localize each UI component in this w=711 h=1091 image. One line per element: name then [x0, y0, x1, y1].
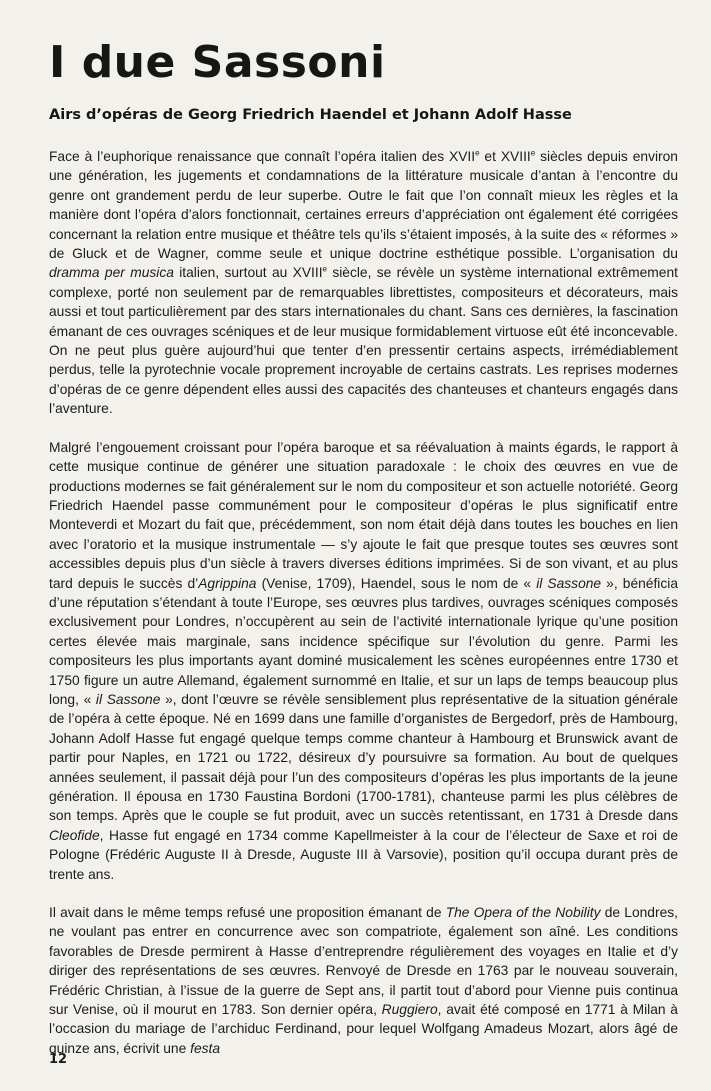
text-run: siècle, se révèle un système international extrêmement complexe, porté non seulement par de remarquables librettistes, compositeurs et décorateurs, mais aussi et tout particulièrement par des stars internationales du chant. Sans ces dernières, la fascination émanant de ces ouvrages scéniques et de leur musique formidablement virtuose eût été inconcevable. On ne peut plus guère aujourd’hui que tenter d’en pressentir certains aspects, irrémédiablement perdus, telle la pyrotechnie vocale proprement incroyable de certains castrats. Les reprises modernes d’opéras de ce genre dépendent elles aussi des capacités des chanteuses et chanteurs engagés dans l’aventure.	[49, 265, 678, 417]
italic-text: dramma per musica	[49, 265, 174, 281]
italic-text: il Sassone	[95, 691, 161, 707]
text-run: », bénéficia d’une réputation s’étendant à toute l’Europe, ses œuvres plus tardives, ouvrages scéniques composés exclusivement pour Londres, n’occupèrent au sein de l’activité internationale lyrique qu’une position certes élevée mais marginale, sans incidence spécifique sur l’évolution du genre. Parmi les compositeurs les plus importants ayant dominé musicalement les scènes européennes entre 1730 et 1750 figure un autre Allemand, également surnommé en Italie, et sur un laps de temps beaucoup plus long, «	[49, 575, 678, 707]
page-number: 12	[49, 1052, 68, 1067]
text-run: siècles depuis environ une génération, les jugements et condamnations de la littérature musicale d’antan à l’encontre du genre ont grandement perdu de leur superbe. Outre le fait que l’on connaît mieux les règles et la manière dont l’opéra d’alors fonctionnait, certaines erreurs d’appréciation ont également été corrigées concernant la relation entre musique et théâtre tels qu’ils s’étaient imposés, à la suite des « réformes » de Gluck et de Wagner, comme seule et unique doctrine esthétique possible. L’organisation du	[49, 149, 678, 262]
text-run: Malgré l’engouement croissant pour l’opéra baroque et sa réévaluation à maints égards, le rapport à cette musique continue de générer une situation paradoxale : le choix des œuvres en vue de productions modernes se fait généralement sur le nom du compositeur et son actuelle notoriété. Georg Friedrich Haendel passe communément pour le compositeur d’opéras le plus significatif entre Monteverdi et Mozart du fait que, précédemment, son nom était déjà dans toutes les bouches en lien avec l’oratorio et la musique instrumentale — s’y ajoute le fait que presque toutes ses œuvres sont accessibles depuis plus d’un siècle à travers diverses éditions imprimées. Si de son vivant, et au plus tard depuis le succès d’	[49, 439, 678, 591]
text-run: , avait été composé en 1771 à Milan à l’occasion du mariage de l’archiduc Ferdinand, pour lequel Wolfgang Amadeus Mozart, alors âgé de quinze ans, écrivit une	[49, 1002, 678, 1056]
body-text	[49, 147, 678, 1058]
text-run: , Hasse fut engagé en 1734 comme Kapellmeister à la cour de l’électeur de Saxe et roi de Pologne (Frédéric Auguste II à Dresde, Auguste III à Varsovie), position qu’il occupa durant près de trente ans.	[49, 827, 678, 882]
text-run: italien, surtout au XVIII	[173, 265, 323, 281]
italic-text: Ruggiero	[381, 1002, 438, 1018]
italic-text: The Opera of the Nobility	[445, 905, 601, 921]
superscript-text: e	[475, 148, 480, 158]
superscript-text: e	[322, 264, 327, 274]
paragraph	[49, 438, 678, 884]
italic-text: Agrippina	[198, 575, 257, 591]
superscript-text: e	[530, 148, 536, 158]
paragraph	[49, 903, 678, 1058]
page-subtitle: Airs d’opéras de Georg Friedrich Haendel et Johann Adolf Hasse	[49, 107, 572, 123]
text-run: Il avait dans le même temps refusé une proposition émanant de	[49, 905, 446, 921]
italic-text: festa	[190, 1040, 221, 1056]
text-run: (Venise, 1709), Haendel, sous le nom de «	[256, 575, 537, 591]
text-run: et XVIII	[479, 149, 531, 164]
text-run: Face à l’euphorique renaissance que connaît l’opéra italien des XVII	[49, 149, 476, 164]
text-run: de Londres, ne voulant pas entrer en concurrence avec son compatriote, également son aîné. Les conditions favorables de Dresde permirent à Hasse d’entreprendre régulièrement des voyages en Italie et d’y diriger des représentations de ses œuvres. Renvoyé de Dresde en 1763 par le nouveau souverain, Frédéric Christian, à l’issue de la guerre de Sept ans, il partit tout d’abord pour Vienne puis continua sur Venise, où il mourut en 1783. Son dernier opéra,	[49, 905, 678, 1018]
text-run: », dont l’œuvre se révèle sensiblement plus représentative de la situation générale de l’opéra à cette époque. Né en 1699 dans une famille d’organistes de Bergedorf, près de Hambourg, Johann Adolf Hasse fut engagé quelque temps comme chanteur à Hambourg et Brunswick avant de partir pour Naples, en 1721 ou 1722, désireux d’y poursuivre sa formation. Au bout de quelques années seulement, il passait déjà pour l’un des compositeurs d’opéras les plus importants de la jeune génération. Il épousa en 1730 Faustina Bordoni (1700-1781), chanteuse parmi les plus célèbres de son temps. Après que le couple se fut produit, avec un succès retentissant, en 1731 à Dresde dans	[49, 691, 679, 824]
italic-text: il Sassone	[536, 575, 602, 591]
italic-text: Cleofide	[49, 827, 100, 843]
page-title: I due Sassoni	[49, 37, 386, 88]
paragraph	[49, 147, 678, 419]
